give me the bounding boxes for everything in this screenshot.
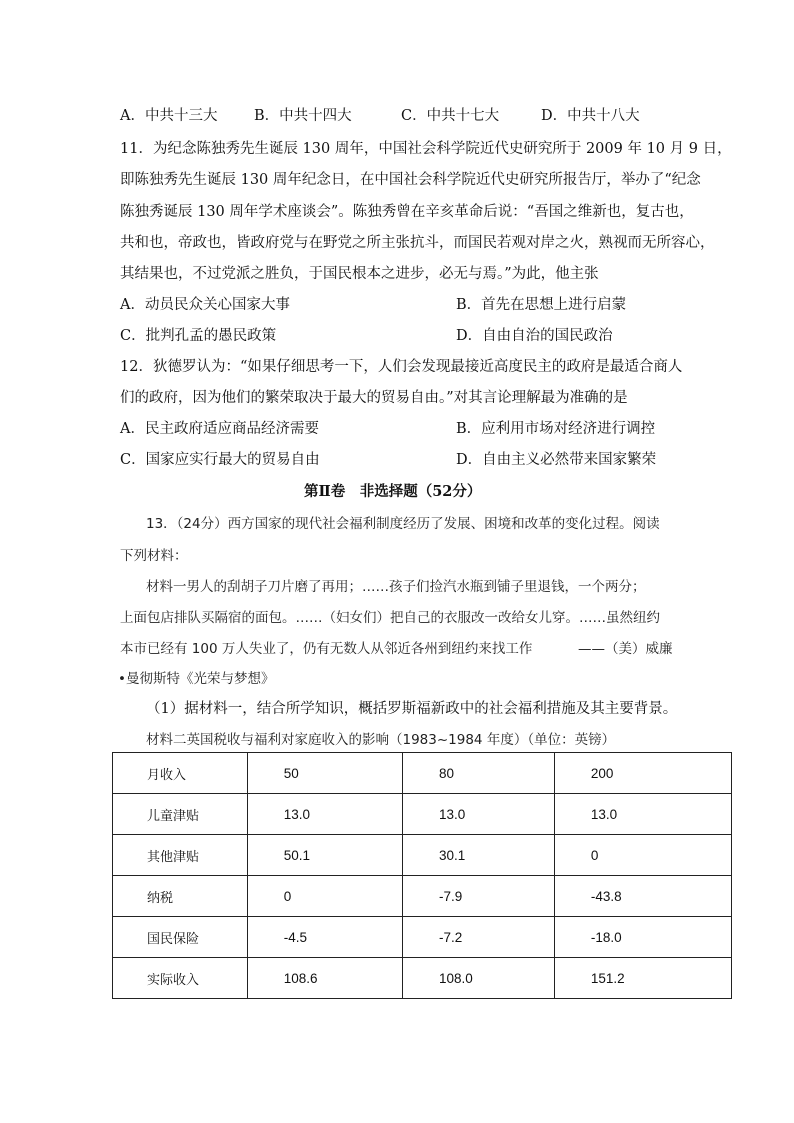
table-cell: -43.8 <box>554 876 731 917</box>
income-table <box>112 752 732 999</box>
q11-line-1: 11．为纪念陈独秀先生诞辰 130 周年，中国社会科学院近代史研究所于 2009 年 10 月 9 日， <box>120 141 732 157</box>
table-cell: -7.9 <box>403 876 555 917</box>
q12-line-2: 们的政府，因为他们的繁荣取决于最大的贸易自由。”对其言论理解最为准确的是 <box>120 390 628 406</box>
q12-line-1: 12．狄德罗认为：“如果仔细思考一下，人们会发现最接近高度民主的政府是最适合商人 <box>120 359 683 375</box>
q11-option-c: C．批判孔孟的愚民政策 <box>120 328 277 344</box>
q11-option-d: D．自由自治的国民政治 <box>456 328 613 344</box>
table-cell: 13.0 <box>247 794 402 835</box>
table-row <box>113 958 732 999</box>
q11-line-5: 其结果也，不过党派之胜负，于国民根本之进步，必无与焉。”为此，他主张 <box>120 266 599 282</box>
row-label: 国民保险 <box>113 917 248 958</box>
q12-option-a: A．民主政府适应商品经济需要 <box>120 421 319 437</box>
row-label: 儿童津贴 <box>113 794 248 835</box>
q10-option-d: D．中共十八大 <box>541 108 640 124</box>
q11-line-2: 即陈独秀先生诞辰 130 周年纪念日，在中国社会科学院近代史研究所报告厅，举办了“纪念 <box>120 172 701 188</box>
table-cell: 0 <box>554 835 731 876</box>
q13-intro-line-1: 13．（24分）西方国家的现代社会福利制度经历了发展、困境和改革的变化过程。阅读 <box>146 516 660 532</box>
material1-line-2: 上面包店排队买隔宿的面包。……（妇女们）把自己的衣服改一改给女儿穿。……虽然纽约 <box>120 610 660 626</box>
material1-attribution-b: •曼彻斯特《光荣与梦想》 <box>118 671 275 687</box>
q10-option-b: B．中共十四大 <box>254 108 352 124</box>
row-label: 其他津贴 <box>113 835 248 876</box>
q10-option-c: C．中共十七大 <box>401 108 500 124</box>
table-cell: 50 <box>247 753 402 794</box>
q11-line-4: 共和也，帝政也，皆政府党与在野党之所主张抗斗，而国民若观对岸之火，熟视而无所容心， <box>120 235 715 251</box>
material1-line-1: 材料一男人的刮胡子刀片磨了再用；……孩子们捡汽水瓶到铺子里退钱，一个两分； <box>146 579 646 595</box>
material1-attribution-a: ——（美）威廉 <box>578 641 673 657</box>
table-cell: 200 <box>554 753 731 794</box>
table-cell: 13.0 <box>403 794 555 835</box>
table-row <box>113 876 732 917</box>
material2-caption: 材料二英国税收与福利对家庭收入的影响（1983~1984 年度）（单位：英镑） <box>146 732 616 748</box>
table-cell: -18.0 <box>554 917 731 958</box>
table-row <box>113 753 732 794</box>
q12-option-c: C．国家应实行最大的贸易自由 <box>120 452 320 468</box>
table-cell: 13.0 <box>554 794 731 835</box>
row-label: 纳税 <box>113 876 248 917</box>
q11-option-b: B．首先在思想上进行启蒙 <box>456 297 627 313</box>
table-row <box>113 835 732 876</box>
row-label: 实际收入 <box>113 958 248 999</box>
table-cell: 108.0 <box>403 958 555 999</box>
table-cell: 30.1 <box>403 835 555 876</box>
table-row <box>113 917 732 958</box>
q11-line-3: 陈独秀诞辰 130 周年学术座谈会”。陈独秀曾在辛亥革命后说：“吾国之维新也，复古也， <box>120 204 694 220</box>
table-cell: -4.5 <box>247 917 402 958</box>
table-cell: 50.1 <box>247 835 402 876</box>
table-cell: 151.2 <box>554 958 731 999</box>
q13-intro-line-2: 下列材料： <box>120 548 188 564</box>
q11-option-a: A．动员民众关心国家大事 <box>120 297 290 313</box>
material1-line-3: 本市已经有 100 万人失业了，仍有无数人从邻近各州到纽约来找工作 <box>120 641 533 657</box>
q10-options <box>120 104 720 124</box>
table-cell: 108.6 <box>247 958 402 999</box>
q12-option-b: B．应利用市场对经济进行调控 <box>456 421 656 437</box>
table-cell: 0 <box>247 876 402 917</box>
q13-sub1: （1）据材料一，结合所学知识，概括罗斯福新政中的社会福利措施及其主要背景。 <box>146 701 678 717</box>
table-row <box>113 794 732 835</box>
section-title: 第Ⅱ卷 非选择题（52分） <box>304 483 482 500</box>
q10-option-a: A．中共十三大 <box>120 108 218 124</box>
row-label: 月收入 <box>113 753 248 794</box>
q12-option-d: D．自由主义必然带来国家繁荣 <box>456 452 657 468</box>
table-cell: -7.2 <box>403 917 555 958</box>
table-cell: 80 <box>403 753 555 794</box>
